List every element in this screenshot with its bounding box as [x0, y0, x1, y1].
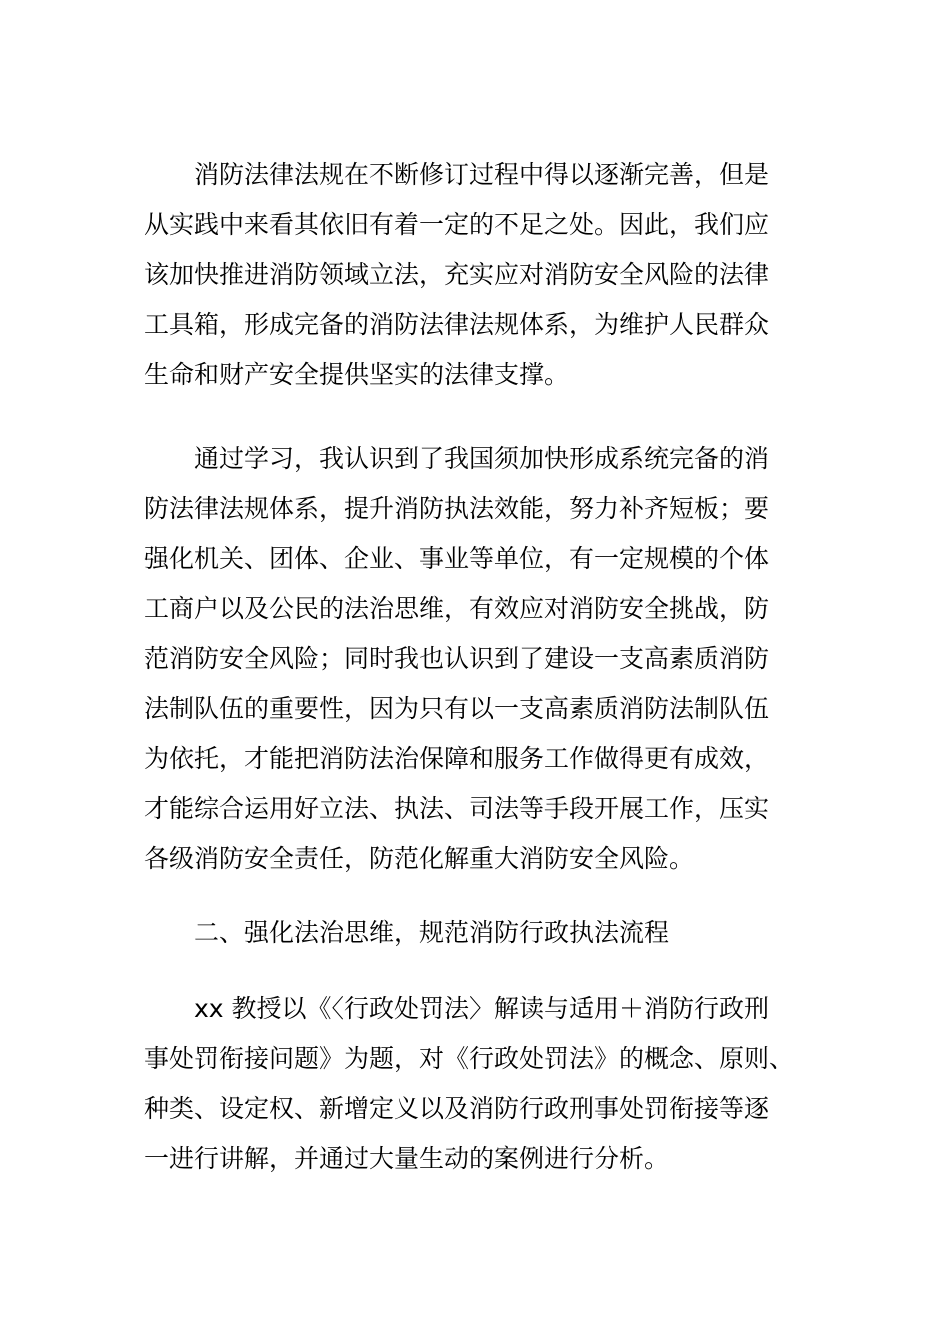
text-line: 防法律法规体系，提升消防执法效能，努力补齐短板；要 — [144, 494, 770, 523]
paragraph-legislation-improvement — [144, 150, 794, 400]
text-line: 一进行讲解，并通过大量生动的案例进行分析。 — [144, 1144, 670, 1173]
document-body — [144, 150, 794, 1184]
text-line: 才能综合运用好立法、执法、司法等手段开展工作，压实 — [144, 794, 770, 823]
text-line: 消防法律法规在不断修订过程中得以逐渐完善，但是 — [194, 160, 770, 189]
text-line: 强化机关、团体、企业、事业等单位，有一定规模的个体 — [144, 544, 770, 573]
text-line: 为依托，才能把消防法治保障和服务工作做得更有成效， — [144, 744, 770, 773]
text-line: 各级消防安全责任，防范化解重大消防安全风险。 — [144, 844, 695, 873]
text-line: 该加快推进消防领域立法，充实应对消防安全风险的法律 — [144, 260, 770, 289]
text-line: 生命和财产安全提供坚实的法律支撑。 — [144, 360, 570, 389]
paragraph-learning-reflection — [144, 434, 794, 884]
paragraph-lecture-summary — [144, 984, 794, 1184]
text-line: xx 教授以《〈行政处罚法〉解读与适用＋消防行政刑 — [194, 994, 770, 1023]
text-line: 事处罚衔接问题》为题，对《行政处罚法》的概念、原则、 — [144, 1044, 795, 1073]
section-heading — [144, 908, 794, 958]
text-line: 范消防安全风险；同时我也认识到了建设一支高素质消防 — [144, 644, 770, 673]
text-line: 从实践中来看其依旧有着一定的不足之处。因此，我们应 — [144, 210, 770, 239]
text-line: 种类、设定权、新增定义以及消防行政刑事处罚衔接等逐 — [144, 1094, 770, 1123]
text-line: 法制队伍的重要性，因为只有以一支高素质消防法制队伍 — [144, 694, 770, 723]
heading-text: 二、强化法治思维，规范消防行政执法流程 — [194, 918, 670, 947]
text-line: 工商户以及公民的法治思维，有效应对消防安全挑战，防 — [144, 594, 770, 623]
text-line: 通过学习，我认识到了我国须加快形成系统完备的消 — [194, 444, 770, 473]
text-line: 工具箱，形成完备的消防法律法规体系，为维护人民群众 — [144, 310, 770, 339]
